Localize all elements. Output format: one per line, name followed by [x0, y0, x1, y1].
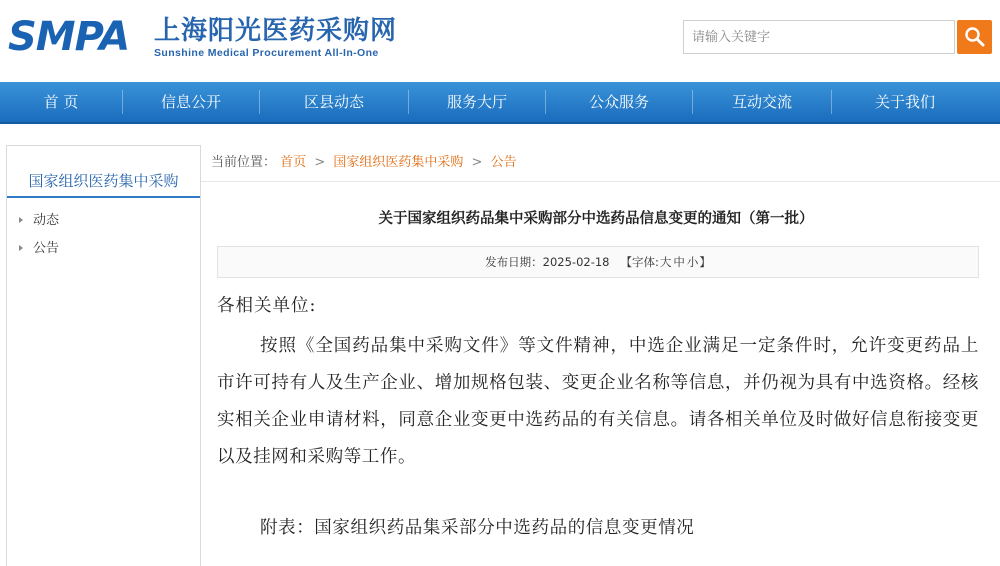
logo-smpa-text: SMPA [8, 14, 130, 60]
font-size-small-link[interactable]: 小 [686, 255, 699, 269]
nav-item-home[interactable]: 首 页 [43, 93, 79, 111]
nav-item-district-news[interactable]: 区县动态 [303, 93, 364, 111]
nav-item-public-service[interactable]: 公众服务 [588, 93, 649, 111]
logo-chinese-name: 上海阳光医药采购网 [154, 16, 398, 46]
sidebar-item-announcements[interactable] [19, 238, 59, 260]
font-size-label: 【字体: [620, 255, 659, 269]
breadcrumb-link-procurement[interactable]: 国家组织医药集中采购 [333, 155, 464, 170]
article-salutation: 各相关单位: [217, 296, 317, 316]
site-logo[interactable] [8, 14, 428, 64]
bullet-icon [19, 217, 23, 223]
font-size-suffix: 】 [699, 255, 711, 269]
nav-item-interaction[interactable]: 互动交流 [731, 93, 792, 111]
sidebar [6, 145, 201, 566]
font-size-medium-link[interactable]: 中 [673, 255, 685, 269]
breadcrumb-separator: > [471, 155, 483, 170]
sidebar-item-label: 动态 [33, 213, 60, 228]
search-button[interactable] [957, 20, 992, 54]
breadcrumb-link-home[interactable]: 首页 [280, 155, 307, 170]
nav-item-about-us[interactable]: 关于我们 [874, 93, 935, 111]
breadcrumb [211, 153, 517, 173]
nav-item-info-disclosure[interactable]: 信息公开 [160, 93, 221, 111]
font-size-large-link[interactable]: 大 [659, 255, 672, 269]
search-input[interactable] [684, 21, 954, 53]
article-attachment-note: 附表：国家组织药品集采部分中选药品的信息变更情况 [260, 518, 695, 538]
search-box [683, 20, 955, 54]
divider [201, 181, 1000, 182]
article-title: 关于国家组织药品集中采购部分中选药品信息变更的通知（第一批） [378, 211, 814, 227]
sidebar-item-label: 公告 [33, 241, 60, 256]
article-paragraph: 按照《全国药品集中采购文件》等文件精神，中选企业满足一定条件时，允许变更药品上市许可持有人及生产企业、增加规格包装、变更企业名称等信息，并仍视为具有中选资格。经核实相关企业申请材料，同意企业变更中选药品的有关信息。请各相关单位及时做好信息衔接变更以及挂网和采购等工作。 [217, 336, 979, 467]
breadcrumb-separator: > [314, 155, 326, 170]
sidebar-item-news[interactable] [19, 210, 59, 232]
sidebar-title: 国家组织医药集中采购 [7, 164, 200, 198]
main-nav [0, 82, 1000, 124]
publish-date: 发布日期：2025-02-18 [485, 255, 610, 269]
site-header [0, 0, 1000, 80]
main-content [200, 145, 1000, 565]
breadcrumb-link-announcements[interactable]: 公告 [490, 155, 517, 170]
bullet-icon [19, 245, 23, 251]
breadcrumb-prefix: 当前位置： [211, 155, 277, 170]
nav-item-service-hall[interactable]: 服务大厅 [446, 93, 507, 111]
article-meta [217, 246, 979, 278]
logo-english-name: Sunshine Medical Procurement All-In-One [154, 47, 379, 59]
search-icon [964, 26, 985, 47]
